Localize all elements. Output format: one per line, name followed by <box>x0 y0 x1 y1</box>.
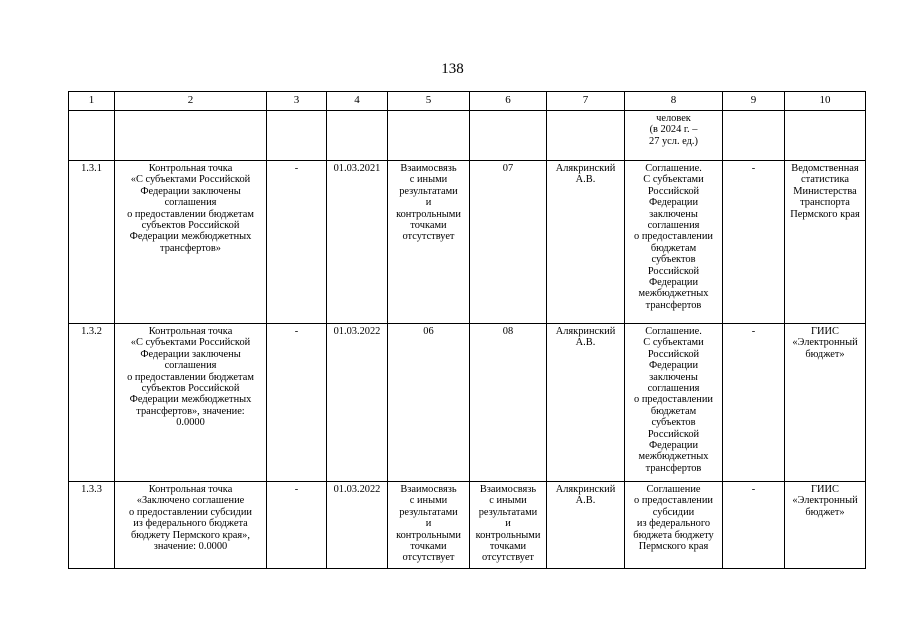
table-cell <box>785 324 866 482</box>
table-cell <box>470 482 547 569</box>
table-cell <box>547 111 625 161</box>
cell-text: 01.03.2022 <box>333 326 381 337</box>
table-cell <box>267 161 327 324</box>
column-header: 7 <box>547 92 625 111</box>
cell-text: 1.3.2 <box>81 326 102 337</box>
table-cell <box>69 161 115 324</box>
cell-text: - <box>751 163 756 174</box>
table-cell <box>115 161 267 324</box>
cell-text: Алякринский А.В. <box>555 163 616 186</box>
table-cell <box>267 482 327 569</box>
table-cell <box>470 324 547 482</box>
table-cell <box>69 482 115 569</box>
cell-text: Соглашение. С субъектами Российской Федерации заключены соглашения о предоставлении бюджетам субъектов Российской Федерации межбюджетных трансфертов <box>634 163 713 311</box>
column-header: 9 <box>723 92 785 111</box>
table-cell <box>388 324 470 482</box>
cell-text: Контрольная точка «С субъектами Российской Федерации заключены соглашения о предоставлении бюджетам субъектов Российской Федерации межбюджетных трансфертов» <box>127 163 254 254</box>
table-cell <box>785 111 866 161</box>
table-cell <box>115 324 267 482</box>
cell-text: 07 <box>502 163 514 174</box>
table-cell <box>625 324 723 482</box>
column-header: 2 <box>115 92 267 111</box>
table-cell <box>69 111 115 161</box>
cell-text: - <box>294 163 299 174</box>
table-cell <box>723 324 785 482</box>
table-cell <box>267 324 327 482</box>
table-cell <box>388 161 470 324</box>
cell-text: Взаимосвязь с иными результатами и контрольными точками отсутствует <box>475 484 541 564</box>
cell-text: 1.3.3 <box>81 484 102 495</box>
table-cell <box>723 482 785 569</box>
column-header: 10 <box>785 92 866 111</box>
table-cell <box>625 161 723 324</box>
cell-text: - <box>751 484 756 495</box>
table-cell <box>470 161 547 324</box>
cell-text: 1.3.1 <box>81 163 102 174</box>
column-header: 5 <box>388 92 470 111</box>
data-table <box>68 91 866 569</box>
table-cell <box>327 482 388 569</box>
table-cell <box>723 161 785 324</box>
cell-text: 01.03.2021 <box>333 163 381 174</box>
table-cell <box>547 482 625 569</box>
page-number: 138 <box>441 61 464 77</box>
cell-text: Контрольная точка «С субъектами Российской Федерации заключены соглашения о предоставлении бюджетам субъектов Российской Федерации межбюджетных трансфертов», значение: 0.0000 <box>127 326 254 429</box>
table-cell <box>327 111 388 161</box>
table-cell <box>69 324 115 482</box>
table-cell <box>625 111 723 161</box>
cell-text: - <box>751 326 756 337</box>
table-cell <box>327 324 388 482</box>
cell-text: ГИИС «Электронный бюджет» <box>792 326 858 360</box>
cell-text: - <box>294 326 299 337</box>
cell-text: 01.03.2022 <box>333 484 381 495</box>
column-header: 3 <box>267 92 327 111</box>
table-row <box>69 482 866 569</box>
table-cell <box>470 111 547 161</box>
cell-text: ГИИС «Электронный бюджет» <box>792 484 858 518</box>
cell-text: Взаимосвязь с иными результатами и контрольными точками отсутствует <box>396 484 461 564</box>
cell-text: Взаимосвязь с иными результатами и контрольными точками отсутствует <box>396 163 461 243</box>
table-cell <box>625 482 723 569</box>
table-cell <box>115 482 267 569</box>
cell-text: 08 <box>502 326 514 337</box>
table-cell <box>388 482 470 569</box>
column-header: 6 <box>470 92 547 111</box>
table-cell <box>723 111 785 161</box>
table-row <box>69 111 866 161</box>
column-header: 8 <box>625 92 723 111</box>
cell-text: Ведомственная статистика Министерства транспорта Пермского края <box>790 163 860 220</box>
table-cell <box>388 111 470 161</box>
table-cell <box>547 161 625 324</box>
cell-text: - <box>294 484 299 495</box>
table-cell <box>327 161 388 324</box>
cell-text: 06 <box>423 326 434 337</box>
table-cell <box>115 111 267 161</box>
cell-text: Соглашение. С субъектами Российской Федерации заключены соглашения о предоставлении бюджетам субъектов Российской Федерации межбюджетных трансфертов <box>634 326 713 474</box>
column-header: 1 <box>69 92 115 111</box>
cell-text: Алякринский А.В. <box>555 326 616 349</box>
table-cell <box>267 111 327 161</box>
table-header-row <box>69 92 866 111</box>
cell-text: Алякринский А.В. <box>555 484 616 507</box>
cell-text: Соглашение о предоставлении субсидии из федерального бюджета бюджету Пермского края <box>633 484 714 553</box>
table-row <box>69 324 866 482</box>
column-header: 4 <box>327 92 388 111</box>
table-cell <box>785 482 866 569</box>
cell-text: человек (в 2024 г. – 27 усл. ед.) <box>649 113 698 147</box>
cell-text: Контрольная точка «Заключено соглашение о предоставлении субсидии из федерального бюджета бюджету Пермского края», значение: 0.0000 <box>129 484 252 553</box>
table-cell <box>547 324 625 482</box>
table-row <box>69 161 866 324</box>
table-cell <box>785 161 866 324</box>
